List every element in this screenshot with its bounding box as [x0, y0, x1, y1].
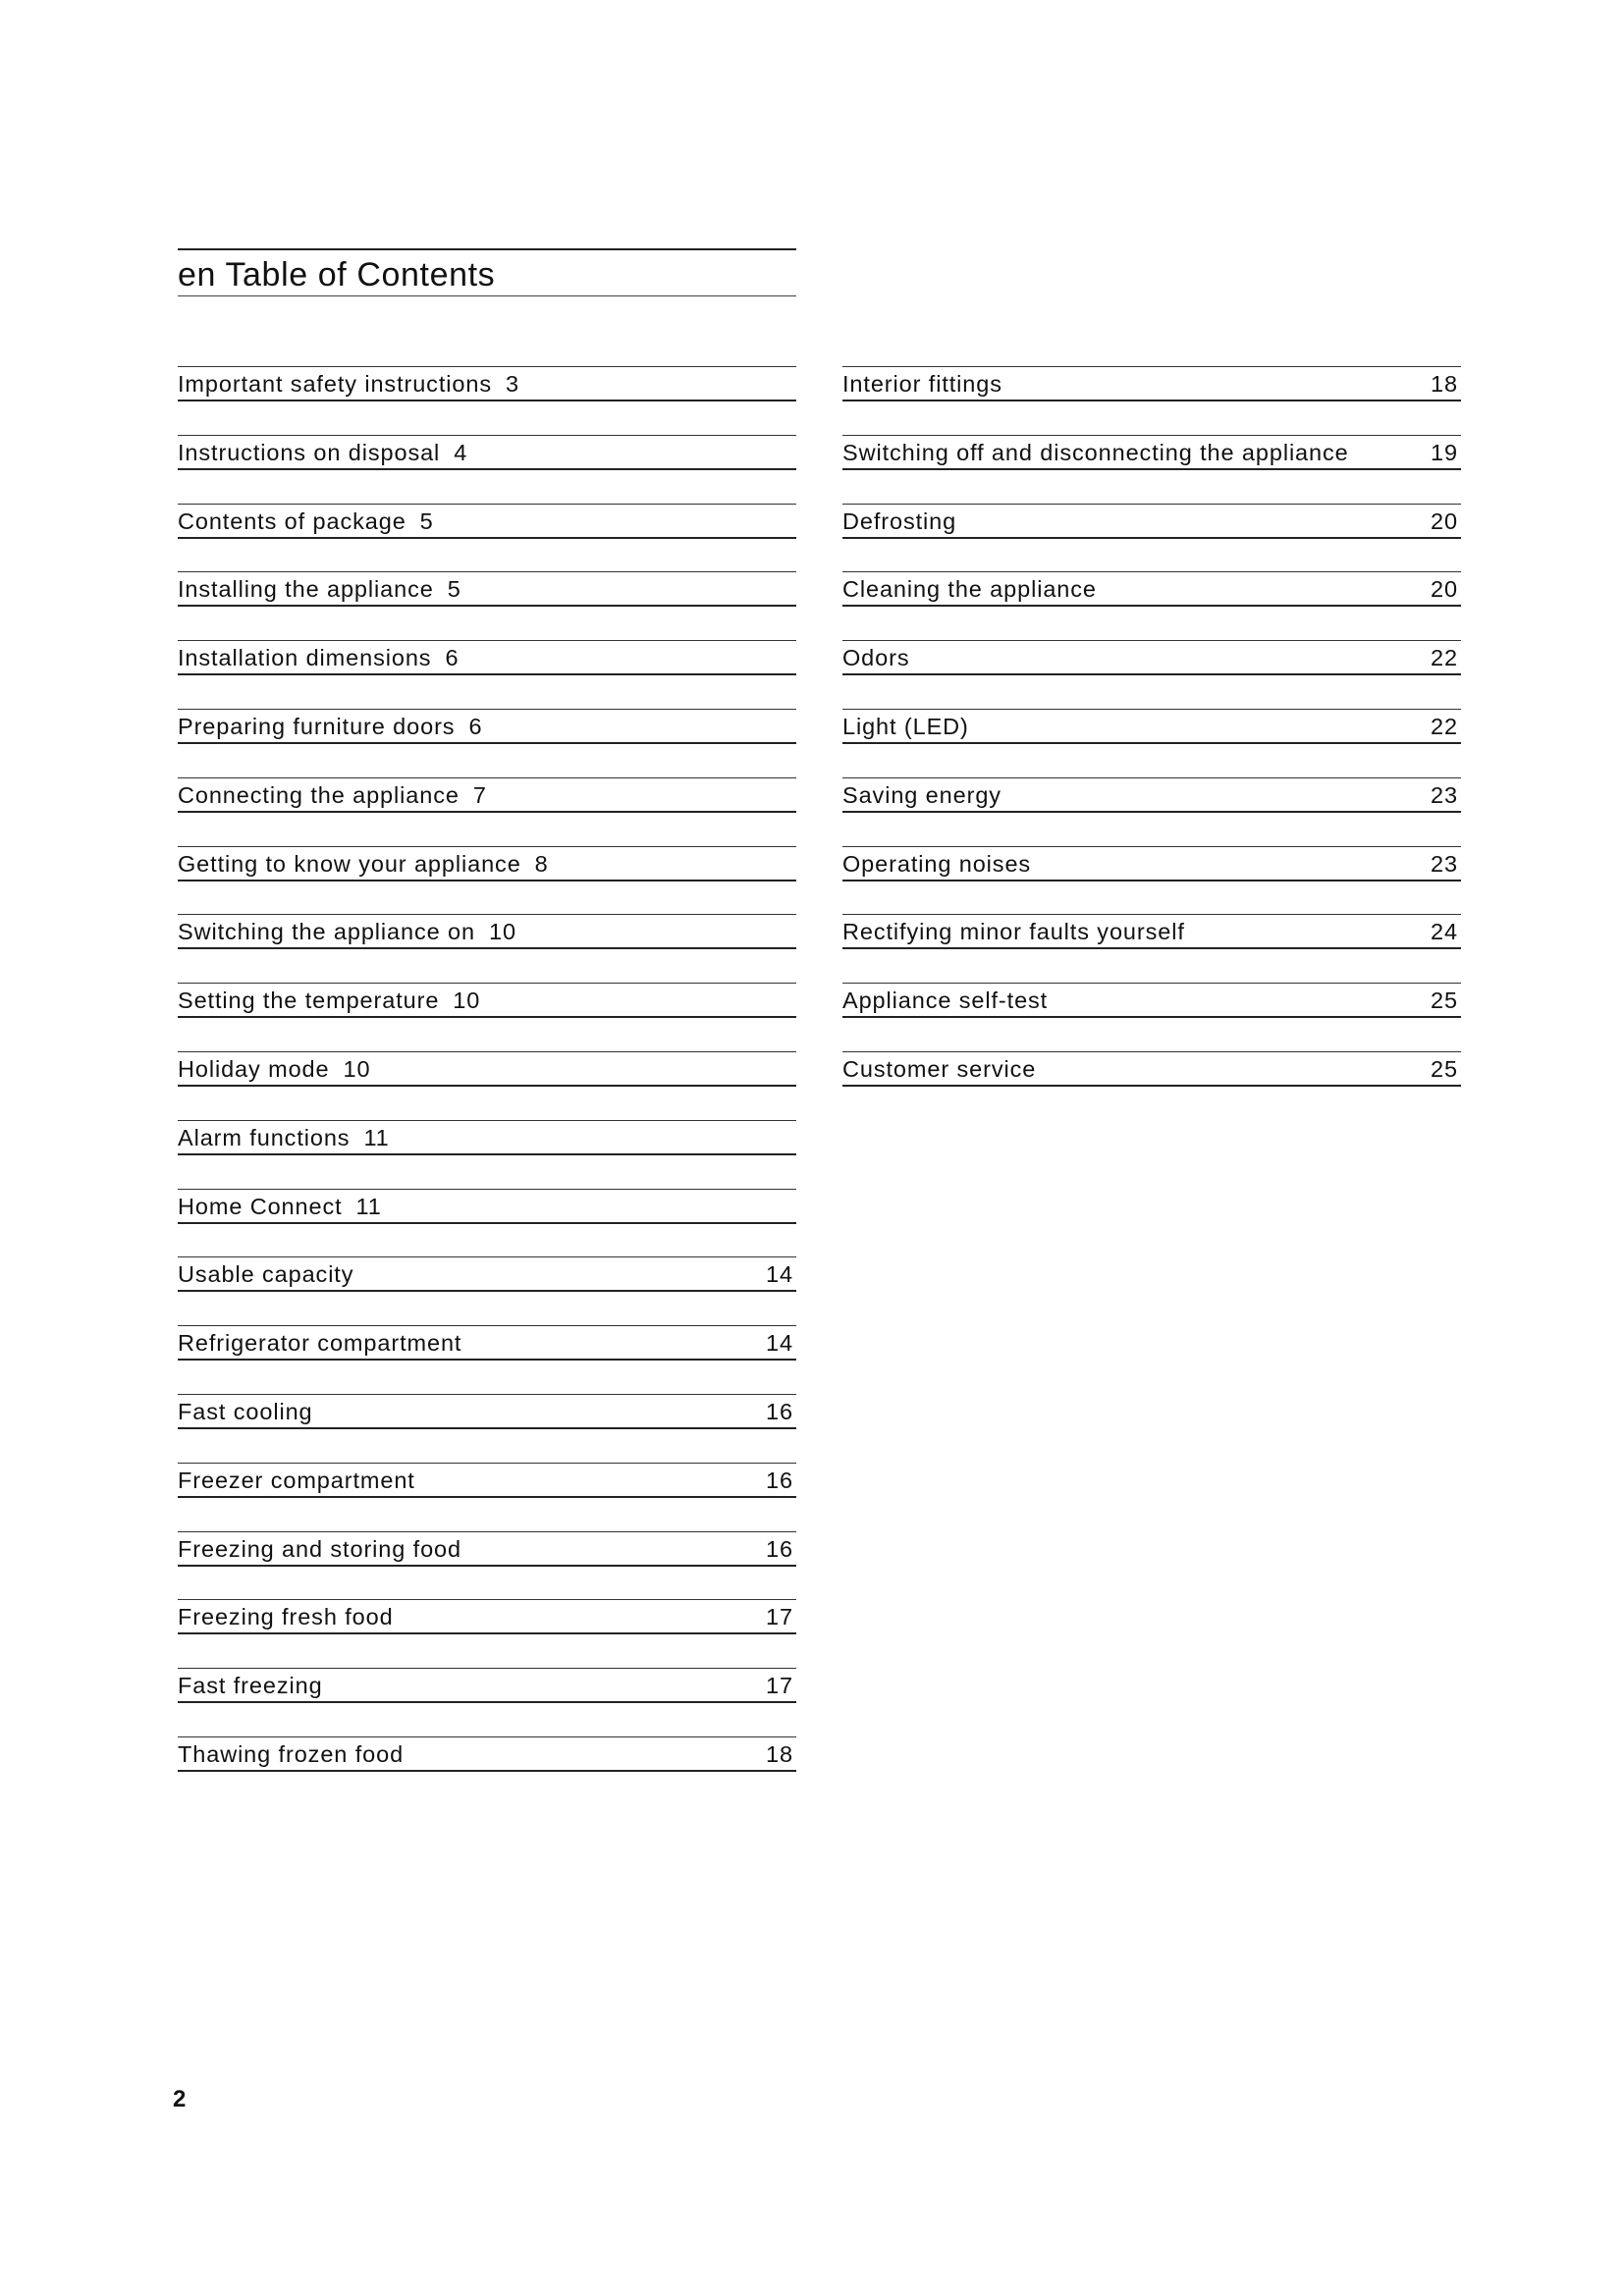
- toc-entry-label: [178, 1604, 394, 1630]
- toc-entry-page: 6: [468, 714, 483, 739]
- toc-entry-label: [178, 440, 467, 466]
- toc-entry-page: 18: [766, 1741, 793, 1767]
- toc-entry-label: [178, 371, 519, 398]
- toc-entry-page: 5: [447, 576, 461, 602]
- toc-entry-title: Installing the appliance: [178, 576, 434, 602]
- toc-entry[interactable]: [842, 1051, 1461, 1087]
- toc-entry[interactable]: [842, 846, 1461, 881]
- toc-entry-page: 17: [766, 1673, 793, 1698]
- toc-entry[interactable]: [842, 640, 1461, 675]
- toc-entry-label: [178, 1673, 323, 1699]
- toc-entry-title: Appliance self-test: [842, 988, 1049, 1013]
- toc-entry[interactable]: [178, 1531, 796, 1567]
- toc-entry-page: 4: [454, 440, 468, 465]
- toc-entry-label: [842, 508, 956, 535]
- toc-entry-title: Contents of package: [178, 508, 406, 534]
- toc-entry-title: Switching the appliance on: [178, 919, 475, 944]
- toc-entry-label: [178, 1125, 390, 1151]
- toc-entry-title: Fast freezing: [178, 1673, 323, 1698]
- toc-entry-title: Interior fittings: [842, 371, 1002, 397]
- toc-entry-label: [178, 782, 487, 809]
- toc-entry-label: [842, 782, 1001, 809]
- toc-entry-page: 18: [1431, 371, 1458, 397]
- toc-entry-label: [178, 1261, 353, 1288]
- toc-entry-label: [178, 1056, 370, 1083]
- toc-entry-title: Preparing furniture doors: [178, 714, 456, 739]
- toc-entry[interactable]: [178, 1668, 796, 1703]
- toc-entry-title: Freezing and storing food: [178, 1536, 461, 1562]
- toc-entry-label: [178, 1330, 461, 1357]
- toc-entry-title: Fast cooling: [178, 1399, 313, 1424]
- toc-entry-page: 8: [534, 851, 549, 877]
- toc-entry-title: Saving energy: [842, 782, 1001, 808]
- toc-entry-label: [842, 576, 1097, 603]
- toc-entry[interactable]: [178, 1325, 796, 1361]
- toc-entry-page: 24: [1431, 919, 1458, 944]
- toc-entry[interactable]: [842, 709, 1461, 744]
- toc-entry-title: Thawing frozen food: [178, 1741, 405, 1767]
- toc-entry-label: [178, 988, 480, 1014]
- toc-entry[interactable]: [178, 1051, 796, 1087]
- toc-entry-label: [842, 714, 969, 740]
- toc-entry-title: Getting to know your appliance: [178, 851, 521, 877]
- toc-entry[interactable]: [178, 640, 796, 675]
- toc-entry-page: 10: [343, 1056, 371, 1082]
- toc-entry-title: Connecting the appliance: [178, 782, 460, 808]
- toc-entry[interactable]: [178, 1599, 796, 1634]
- toc-entry-title: Switching off and disconnecting the appliance: [842, 440, 1349, 465]
- toc-entry[interactable]: [178, 709, 796, 744]
- toc-entry-title: Installation dimensions: [178, 645, 432, 670]
- toc-entry-title: Freezing fresh food: [178, 1604, 394, 1629]
- toc-entry[interactable]: [178, 983, 796, 1018]
- toc-entry[interactable]: [842, 504, 1461, 539]
- toc-entry-label: [178, 1741, 404, 1768]
- toc-entry-title: Cleaning the appliance: [842, 576, 1097, 602]
- toc-entry-label: [842, 988, 1048, 1014]
- toc-entry-title: Light (LED): [842, 714, 969, 739]
- toc-entry-page: 16: [766, 1536, 793, 1562]
- toc-entry-page: 25: [1431, 988, 1458, 1013]
- toc-entry-title: Holiday mode: [178, 1056, 330, 1082]
- toc-entry[interactable]: [842, 777, 1461, 813]
- toc-entry-title: Freezer compartment: [178, 1468, 415, 1493]
- toc-entry[interactable]: [842, 366, 1461, 401]
- toc-entry-label: [178, 1399, 313, 1425]
- toc-entry-label: [842, 1056, 1036, 1083]
- toc-entry-page: 25: [1431, 1056, 1458, 1082]
- toc-entry-page: 23: [1431, 851, 1458, 877]
- toc-entry-title: Home Connect: [178, 1194, 343, 1219]
- toc-entry[interactable]: [178, 846, 796, 881]
- toc-entry[interactable]: [178, 366, 796, 401]
- toc-entry-label: [178, 919, 516, 945]
- toc-entry-title: Odors: [842, 645, 910, 670]
- toc-entry[interactable]: [178, 1189, 796, 1224]
- toc-entry-title: Customer service: [842, 1056, 1037, 1082]
- toc-entry-page: 5: [419, 508, 434, 534]
- page-number: 2: [173, 2086, 187, 2112]
- toc-entry-page: 11: [355, 1194, 382, 1219]
- toc-entry-page: 19: [1431, 440, 1458, 465]
- toc-entry-page: 20: [1431, 508, 1458, 534]
- page-title: en Table of Contents: [178, 256, 496, 294]
- toc-entry[interactable]: [178, 504, 796, 539]
- toc-entry-title: Instructions on disposal: [178, 440, 441, 465]
- toc-entry-label: [178, 576, 461, 603]
- toc-entry[interactable]: [178, 1394, 796, 1429]
- toc-entry-label: [842, 919, 1185, 945]
- toc-entry[interactable]: [178, 1256, 796, 1292]
- toc-entry-page: 22: [1431, 714, 1458, 739]
- toc-entry-title: Usable capacity: [178, 1261, 354, 1287]
- toc-entry[interactable]: [842, 914, 1461, 949]
- toc-entry[interactable]: [178, 777, 796, 813]
- toc-entry-page: 10: [488, 919, 516, 944]
- toc-entry-label: [178, 508, 434, 535]
- toc-entry-page: 16: [766, 1468, 793, 1493]
- toc-entry-page: 11: [363, 1125, 390, 1150]
- toc-entry-label: [178, 714, 482, 740]
- toc-entry-label: [842, 851, 1031, 878]
- toc-entry[interactable]: [178, 914, 796, 949]
- toc-title-block: [178, 248, 796, 296]
- toc-entry-title: Rectifying minor faults yourself: [842, 919, 1185, 944]
- toc-entry-label: [178, 851, 549, 878]
- toc-entry-label: [842, 371, 1002, 398]
- toc-entry-page: 23: [1431, 782, 1458, 808]
- toc-entry[interactable]: [178, 1736, 796, 1772]
- toc-entry-title: Refrigerator compartment: [178, 1330, 462, 1356]
- toc-entry-label: [178, 1194, 382, 1220]
- toc-entry-label: [842, 440, 1349, 466]
- toc-entry-title: Defrosting: [842, 508, 957, 534]
- toc-entry-page: 16: [766, 1399, 793, 1424]
- toc-entry-page: 17: [766, 1604, 793, 1629]
- toc-entry-page: 3: [505, 371, 519, 397]
- toc-entry[interactable]: [178, 1463, 796, 1498]
- toc-entry[interactable]: [842, 435, 1461, 470]
- toc-entry[interactable]: [178, 571, 796, 607]
- toc-entry-page: 22: [1431, 645, 1458, 670]
- toc-entry[interactable]: [178, 1120, 796, 1155]
- toc-entry[interactable]: [842, 571, 1461, 607]
- toc-entry-title: Important safety instructions: [178, 371, 492, 397]
- toc-entry-title: Alarm functions: [178, 1125, 351, 1150]
- toc-entry-page: 14: [766, 1330, 793, 1356]
- toc-entry-page: 14: [766, 1261, 793, 1287]
- toc-entry-title: Operating noises: [842, 851, 1032, 877]
- toc-entry-title: Setting the temperature: [178, 988, 440, 1013]
- toc-entry[interactable]: [842, 983, 1461, 1018]
- toc-entry-label: [842, 645, 910, 671]
- toc-entry-label: [178, 645, 459, 671]
- toc-entry[interactable]: [178, 435, 796, 470]
- toc-entry-label: [178, 1468, 415, 1494]
- toc-entry-label: [178, 1536, 461, 1563]
- toc-entry-page: 7: [472, 782, 487, 808]
- toc-entry-page: 20: [1431, 576, 1458, 602]
- toc-entry-page: 6: [445, 645, 460, 670]
- toc-entry-page: 10: [453, 988, 481, 1013]
